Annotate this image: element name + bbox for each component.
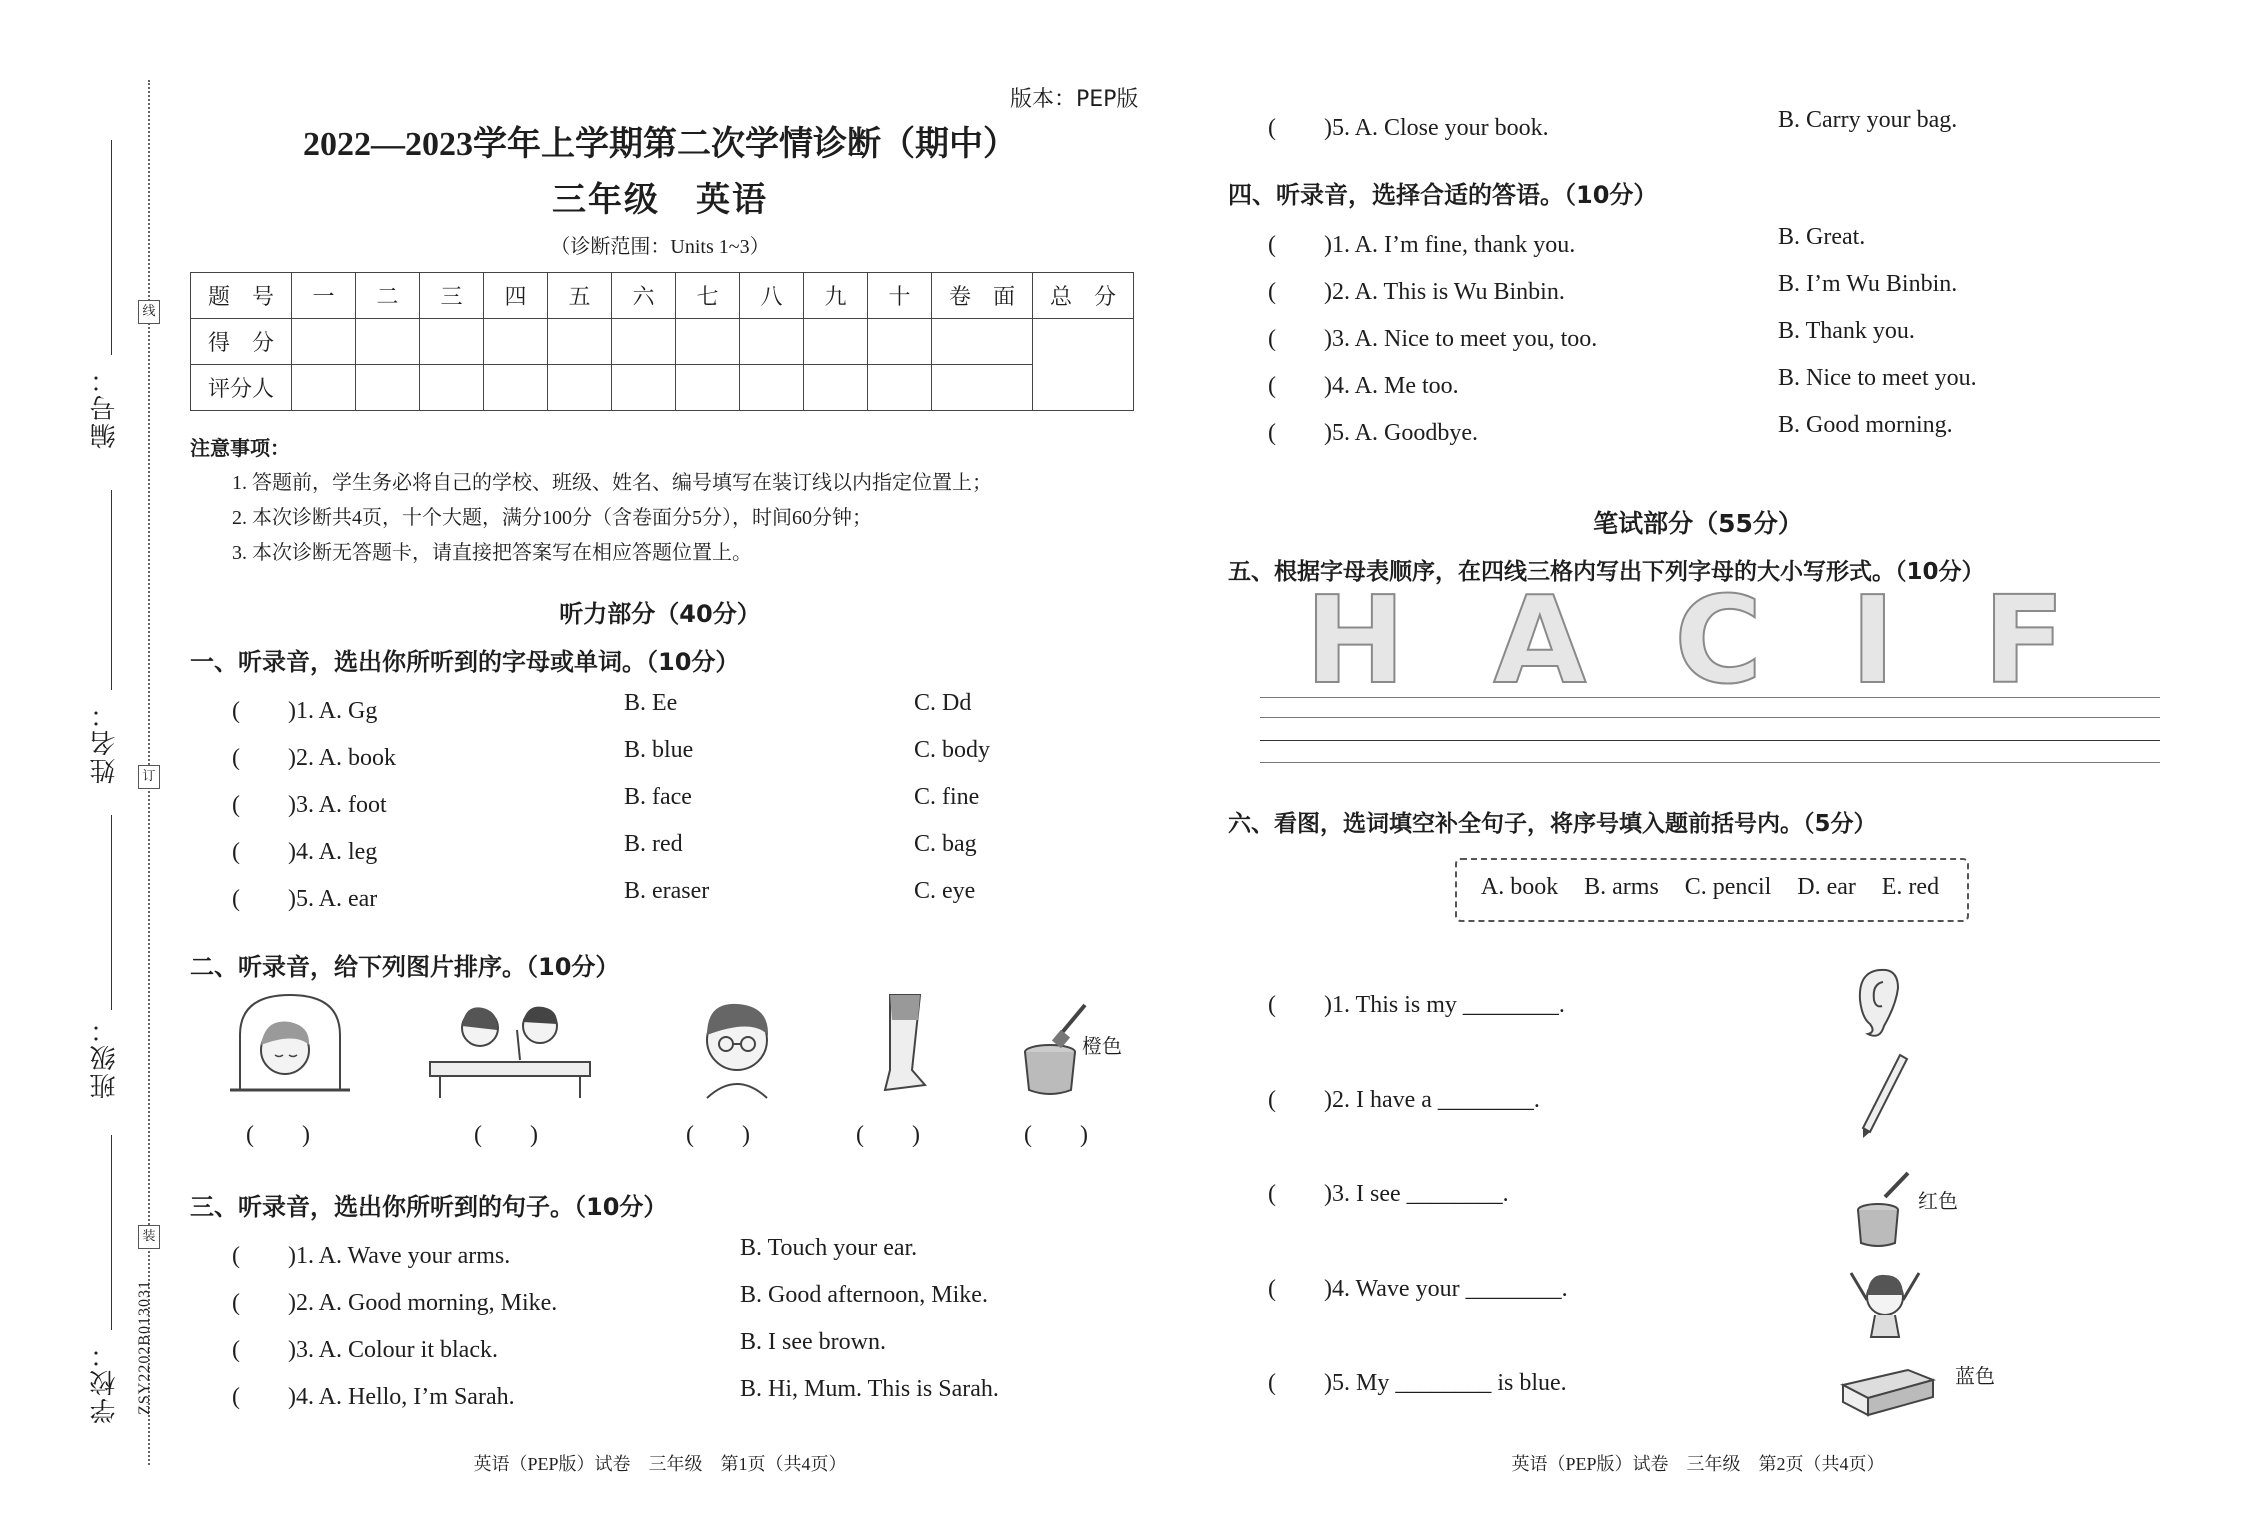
th-2: 二: [356, 273, 420, 319]
four-line-4: [1260, 762, 2160, 763]
letter-a: A: [1493, 572, 1587, 711]
sec3-q2-b: B. Good afternoon, Mike.: [740, 1282, 988, 1308]
letters-row: [1305, 572, 2065, 711]
note-3: 3. 本次诊断无答题卡，请直接把答案写在相应答题位置上。: [232, 542, 752, 564]
score-cell[interactable]: [740, 319, 804, 365]
sec1-q2-b: B. blue: [624, 737, 694, 763]
sec4-title: 四、听录音，选择合适的答语。（10分）: [1228, 181, 1658, 209]
sec3-q4: ( )4. A. Hello, I’m Sarah.: [232, 1384, 515, 1410]
exam-title: 2022—2023学年上学期第二次学情诊断（期中）: [303, 126, 1017, 163]
sec2-blank-2[interactable]: ( ): [474, 1122, 538, 1148]
children-at-desk-picture: [425, 990, 595, 1100]
footer-left: 英语（PEP版）试卷 三年级 第1页（共4页）: [473, 1454, 847, 1474]
school-label: 学校：: [90, 1340, 120, 1424]
footer-right: 英语（PEP版）试卷 三年级 第2页（共4页）: [1511, 1454, 1885, 1474]
sec4-q4: ( )4. A. Me too.: [1268, 373, 1459, 399]
note-2: 2. 本次诊断共4页，十个大题，满分100分（含卷面分5分），时间60分钟；: [232, 507, 872, 529]
sec1-q1-b: B. Ee: [624, 690, 678, 716]
name-label: 姓名：: [90, 700, 120, 784]
score-cell[interactable]: [548, 319, 612, 365]
ear-picture: [1848, 960, 1908, 1040]
writing-title: 笔试部分（55分）: [1593, 509, 1803, 538]
sec3-q3-b: B. I see brown.: [740, 1329, 886, 1355]
version-label: 版本：PEP版: [1010, 87, 1139, 112]
th-total: 总 分: [1033, 273, 1134, 319]
red-color-label: 红色: [1918, 1189, 1958, 1213]
option-c: C. pencil: [1684, 874, 1772, 900]
th-7: 七: [676, 273, 740, 319]
grader-cell[interactable]: [804, 365, 868, 411]
th-8: 八: [740, 273, 804, 319]
sec4-q1-b: B. Great.: [1778, 224, 1866, 250]
grader-cell[interactable]: [676, 365, 740, 411]
girl-sleeping-picture: [225, 990, 355, 1100]
grader-cell[interactable]: [868, 365, 932, 411]
option-a: A. book: [1480, 874, 1559, 900]
sec4-q3: ( )3. A. Nice to meet you, too.: [1268, 326, 1598, 352]
sec3-q5-b: B. Carry your bag.: [1778, 107, 1958, 133]
score-cell[interactable]: [804, 319, 868, 365]
th-label: 题 号: [191, 273, 292, 319]
grader-cell[interactable]: [292, 365, 356, 411]
score-table: [190, 272, 1134, 411]
boy-with-glasses-picture: [682, 990, 792, 1100]
class-write-line: [111, 815, 112, 1010]
four-line-1: [1260, 697, 2160, 698]
sec3-q4-b: B. Hi, Mum. This is Sarah.: [740, 1376, 999, 1402]
paint-color-label: 橙色: [1082, 1034, 1122, 1058]
grader-cell[interactable]: [356, 365, 420, 411]
sec1-q3-b: B. face: [624, 784, 692, 810]
th-3: 三: [420, 273, 484, 319]
grader-cell[interactable]: [420, 365, 484, 411]
leg-picture: [850, 990, 950, 1100]
th-9: 九: [804, 273, 868, 319]
girl-waving-arms-picture: [1845, 1255, 1925, 1340]
sec6-q2: ( )2. I have a ________.: [1268, 1087, 1540, 1113]
binding-tag-xian: 线: [138, 300, 160, 324]
sec3-q1-b: B. Touch your ear.: [740, 1235, 918, 1261]
th-neatness: 卷 面: [932, 273, 1033, 319]
sec6-q3: ( )3. I see ________.: [1268, 1181, 1509, 1207]
th-10: 十: [868, 273, 932, 319]
row-score-label: 得 分: [191, 319, 292, 365]
grader-cell[interactable]: [484, 365, 548, 411]
sec2-blank-3[interactable]: ( ): [686, 1122, 750, 1148]
four-line-2: [1260, 717, 2160, 718]
option-d: D. ear: [1797, 874, 1856, 900]
sec6-q1: ( )1. This is my ________.: [1268, 992, 1565, 1018]
sec2-blank-5[interactable]: ( ): [1024, 1122, 1088, 1148]
grader-cell[interactable]: [548, 365, 612, 411]
sec1-q1-c: C. Dd: [914, 690, 972, 716]
grader-cell[interactable]: [740, 365, 804, 411]
sec2-blank-1[interactable]: ( ): [246, 1122, 310, 1148]
sec1-q4-c: C. bag: [914, 831, 977, 857]
score-cell[interactable]: [676, 319, 740, 365]
sec1-q5: ( )5. A. ear: [232, 886, 378, 912]
notes-title: 注意事项：: [190, 436, 290, 460]
class-label: 班级：: [90, 1015, 120, 1099]
grader-cell[interactable]: [932, 365, 1033, 411]
sec1-title: 一、听录音，选出你所听到的字母或单词。（10分）: [190, 648, 740, 676]
score-cell[interactable]: [612, 319, 676, 365]
sec1-q4-b: B. red: [624, 831, 683, 857]
th-6: 六: [612, 273, 676, 319]
sec1-q3-c: C. fine: [914, 784, 980, 810]
sec1-q5-b: B. eraser: [624, 878, 710, 904]
th-5: 五: [548, 273, 612, 319]
binding-tag-ding: 订: [138, 765, 160, 789]
blue-color-label: 蓝色: [1955, 1364, 1995, 1388]
score-cell[interactable]: [356, 319, 420, 365]
book-picture: [1838, 1360, 1938, 1420]
score-cell[interactable]: [868, 319, 932, 365]
red-paint-can-picture: [1850, 1165, 1920, 1250]
sec4-q5-b: B. Good morning.: [1778, 412, 1953, 438]
sec1-q2-c: C. body: [914, 737, 991, 763]
sec4-q2-b: B. I’m Wu Binbin.: [1778, 271, 1958, 297]
option-e: E. red: [1881, 874, 1940, 900]
score-cell[interactable]: [292, 319, 356, 365]
exam-subtitle: 三年级 英语: [552, 180, 768, 220]
sec3-q2: ( )2. A. Good morning, Mike.: [232, 1290, 558, 1316]
sec4-q1: ( )1. A. I’m fine, thank you.: [1268, 232, 1576, 258]
row-grader-label: 评分人: [191, 365, 292, 411]
sec5-title: 五、根据字母表顺序，在四线三格内写出下列字母的大小写形式。（10分）: [1228, 559, 1985, 585]
th-4: 四: [484, 273, 548, 319]
school-write-line: [111, 1135, 112, 1330]
pencil-picture: [1855, 1050, 1915, 1140]
binding-tag-zhuang: 装: [138, 1225, 160, 1249]
grader-cell[interactable]: [612, 365, 676, 411]
letter-h: H: [1305, 572, 1406, 711]
sec1-q3: ( )3. A. foot: [232, 792, 387, 818]
score-cell[interactable]: [484, 319, 548, 365]
exam-code: ZSY2202B013031: [136, 1280, 153, 1415]
sec1-q2: ( )2. A. book: [232, 745, 396, 771]
sec4-q5: ( )5. A. Goodbye.: [1268, 420, 1478, 446]
number-write-line: [111, 140, 112, 355]
total-score-cell[interactable]: [1033, 319, 1134, 411]
score-cell[interactable]: [420, 319, 484, 365]
sec6-q5: ( )5. My ________ is blue.: [1268, 1370, 1567, 1396]
score-cell[interactable]: [932, 319, 1033, 365]
sec4-q3-b: B. Thank you.: [1778, 318, 1915, 344]
letter-f: F: [1982, 572, 2065, 711]
sec3-title: 三、听录音，选出你所听到的句子。（10分）: [190, 1193, 668, 1221]
sec1-q4: ( )4. A. leg: [232, 839, 378, 865]
four-line-3: [1260, 740, 2160, 741]
letter-i: I: [1850, 572, 1895, 711]
sec1-q5-c: C. eye: [914, 878, 976, 904]
listening-title: 听力部分（40分）: [559, 600, 761, 628]
option-b: B. arms: [1584, 874, 1659, 900]
number-label: 编号：: [90, 365, 120, 449]
note-1: 1. 答题前，学生务必将自己的学校、班级、姓名、编号填写在装订线以内指定位置上；: [232, 472, 992, 494]
sec3-q1: ( )1. A. Wave your arms.: [232, 1243, 511, 1269]
name-write-line: [111, 490, 112, 690]
sec4-q2: ( )2. A. This is Wu Binbin.: [1268, 279, 1565, 305]
sec6-q4: ( )4. Wave your ________.: [1268, 1276, 1568, 1302]
sec2-blank-4[interactable]: ( ): [856, 1122, 920, 1148]
sec2-title: 二、听录音，给下列图片排序。（10分）: [190, 953, 620, 981]
sec4-q4-b: B. Nice to meet you.: [1778, 365, 1977, 391]
exam-scope: （诊断范围：Units 1~3）: [550, 236, 770, 258]
sec3-q5: ( )5. A. Close your book.: [1268, 115, 1549, 141]
sec3-q3: ( )3. A. Colour it black.: [232, 1337, 498, 1363]
sec6-title: 六、看图，选词填空补全句子，将序号填入题前括号内。（5分）: [1228, 811, 1877, 837]
sec1-q1: ( )1. A. Gg: [232, 698, 378, 724]
word-options: [1455, 874, 1965, 901]
th-1: 一: [292, 273, 356, 319]
letter-c: C: [1674, 572, 1763, 711]
